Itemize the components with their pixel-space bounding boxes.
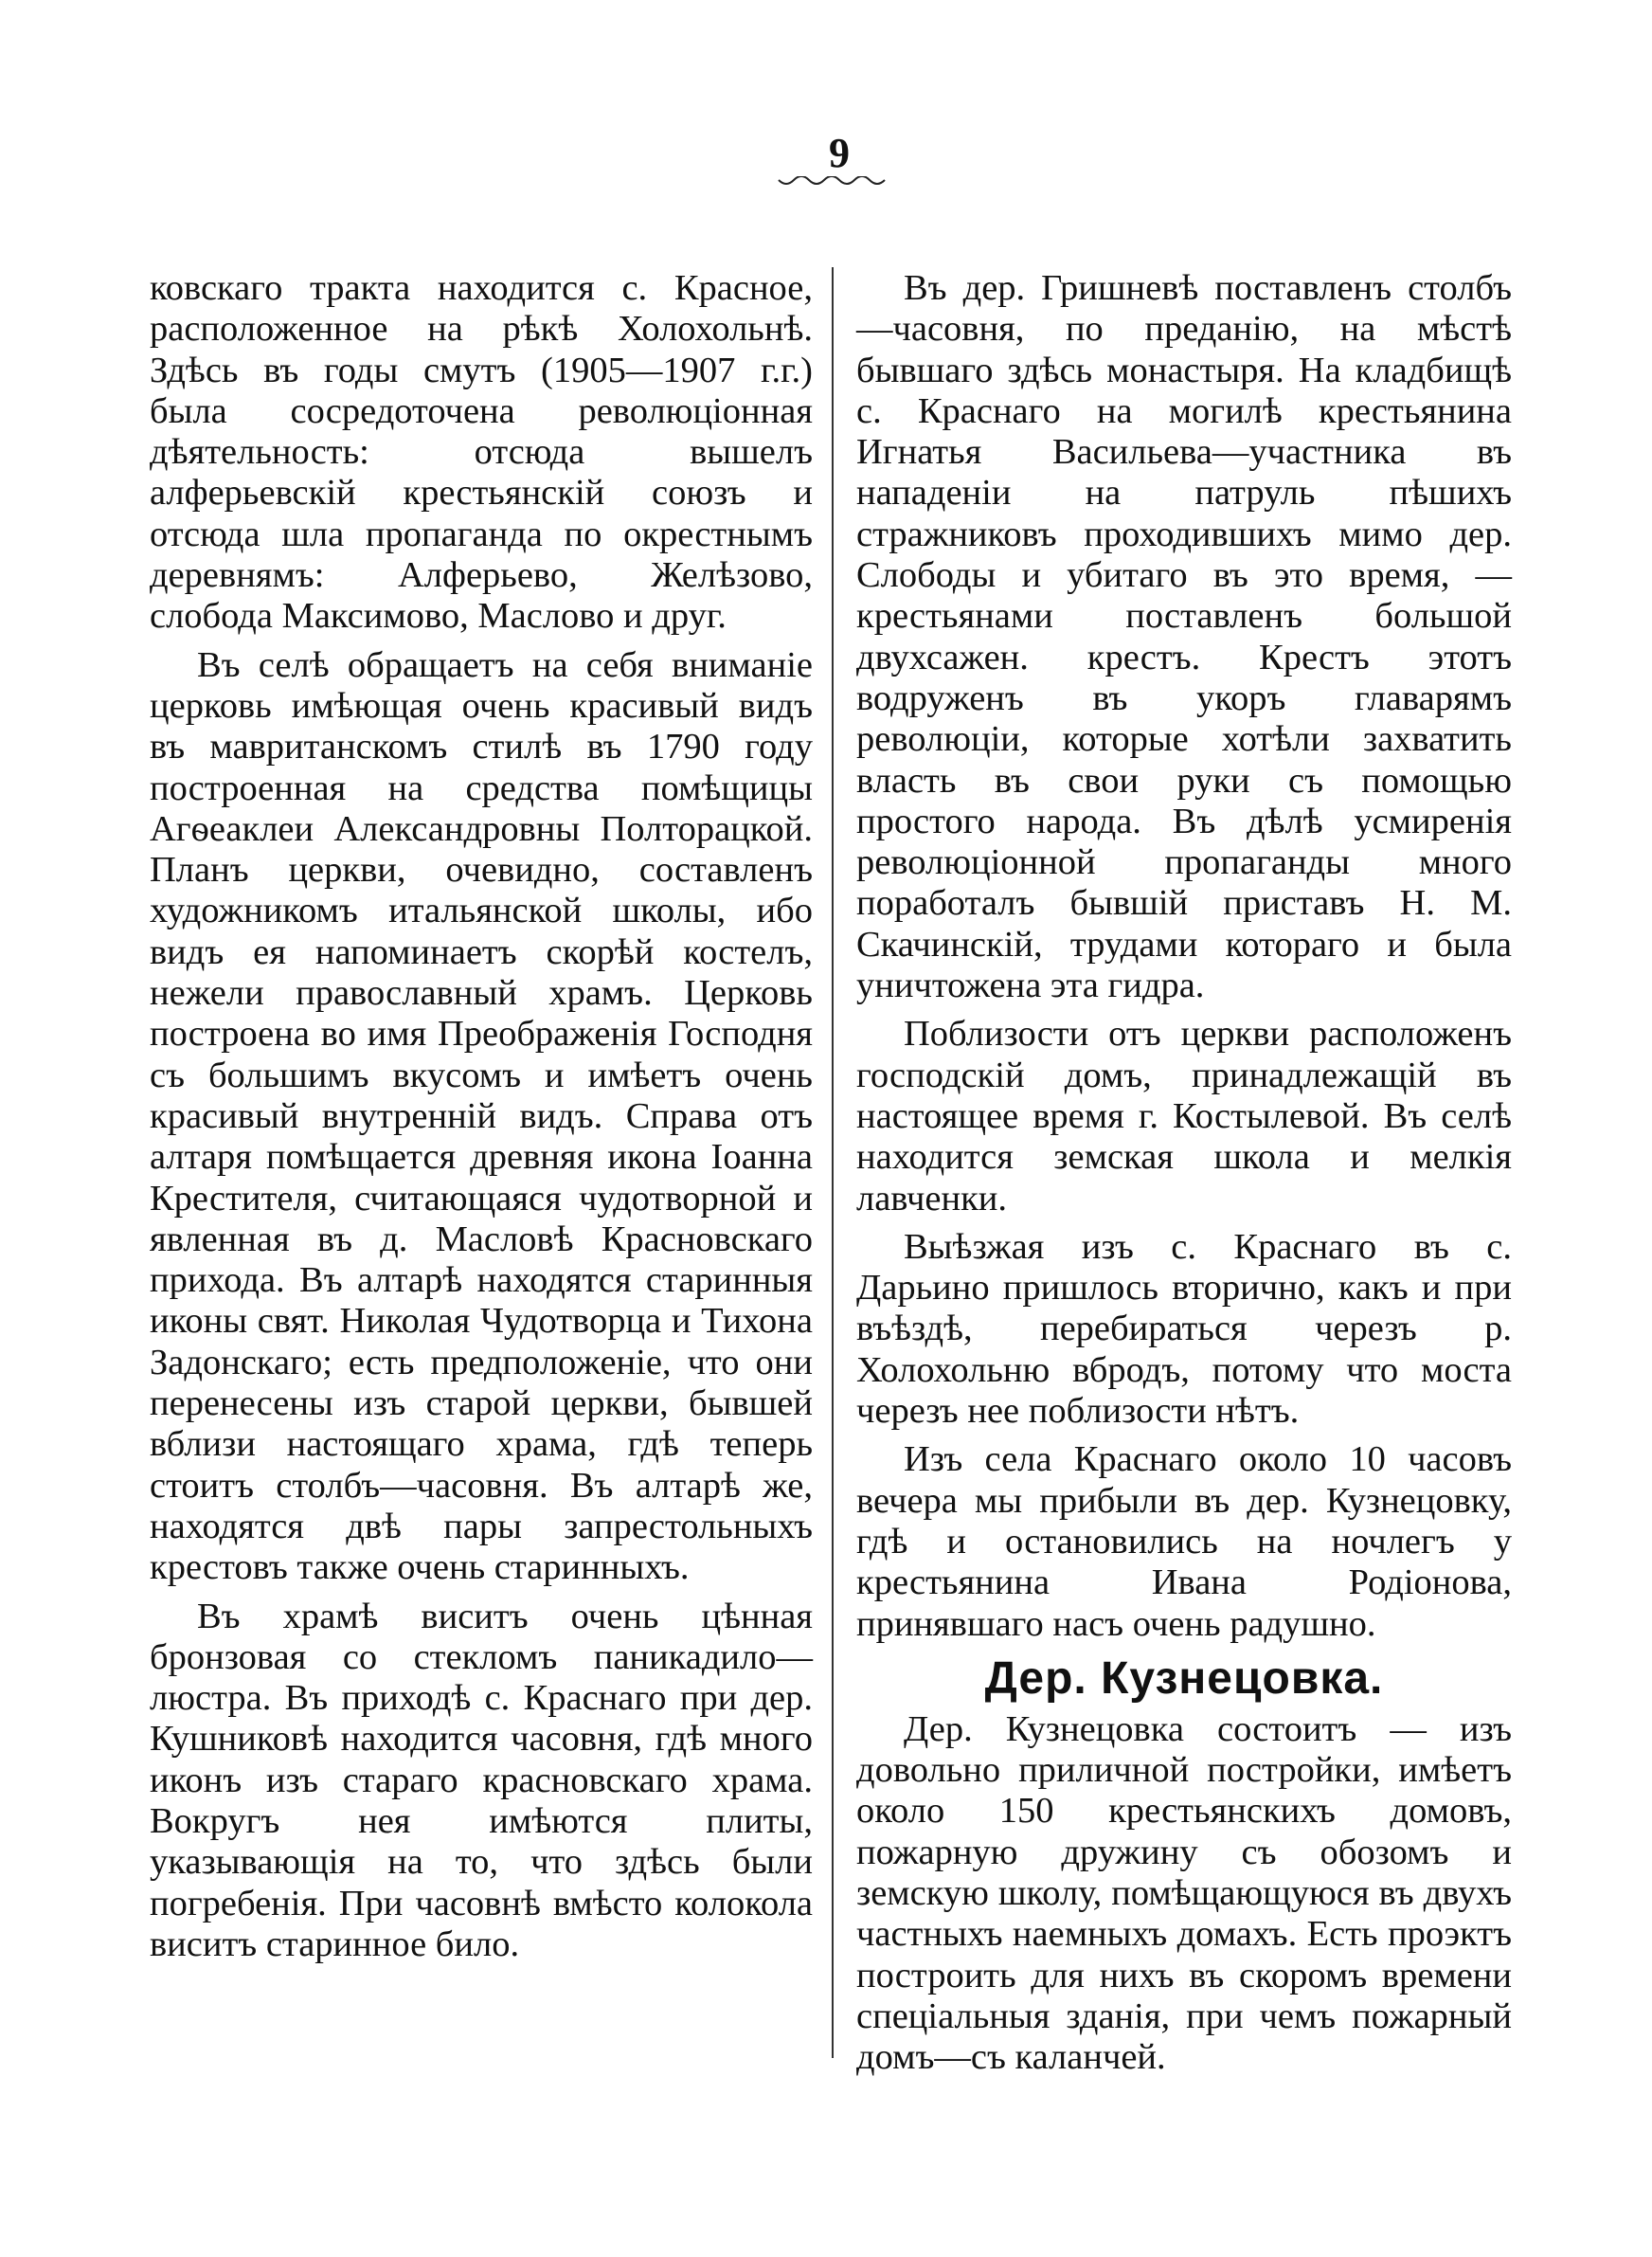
right-paragraph-3: Выѣзжая изъ с. Краснаго въ с. Дарьино пришлось вторично, какъ и при въѣздѣ, перебираться черезъ р. Холохольню вбродъ, потому что моста черезъ нее поблизости нѣтъ.	[856, 1226, 1512, 1432]
column-divider	[832, 267, 834, 2058]
section-paragraph: Дер. Кузнецовка состоитъ — изъ довольно приличной постройки, имѣетъ около 150 крестьянскихъ домовъ, пожарную дружину съ обозомъ и земскую школу, помѣщающуюся въ двухъ частныхъ наемныхъ домахъ. Есть проэктъ построить для нихъ въ скоромъ времени спеціальныя зданія, при чемъ пожарный домъ—съ каланчей.	[856, 1708, 1512, 2078]
right-paragraph-1: Въ дер. Гришневѣ поставленъ столбъ—часовня, по преданію, на мѣстѣ бывшаго здѣсь монастыря. На кладбищѣ с. Краснаго на могилѣ крестьянина Игнатья Васильева—участника въ нападеніи на патруль пѣшихъ стражниковъ проходившихъ мимо дер. Слободы и убитаго въ это время, — крестьянами поставленъ большой двухсажен. крестъ. Крестъ этотъ водруженъ въ укоръ главарямъ революціи, которые хотѣли захватить власть въ свои руки съ помощью простого народа. Въ дѣлѣ усмиренія революціонной пропаганды много поработалъ бывшій приставъ Н. М. Скачинскій, трудами котораго и была уничтожена эта гидра.	[856, 268, 1512, 1006]
section-heading: Дер. Кузнецовка.	[984, 1652, 1384, 1704]
right-paragraph-4: Изъ села Краснаго около 10 часовъ вечера мы прибыли въ дер. Кузнецовку, гдѣ и остановились на ночлегъ у крестьянина Ивана Родіонова, принявшаго насъ очень радушно.	[856, 1439, 1512, 1644]
left-paragraph-3: Въ храмѣ виситъ очень цѣнная бронзовая со стекломъ паникадило—люстра. Въ приходѣ с. Краснаго при дер. Кушниковѣ находится часовня, гдѣ много иконъ изъ стараго красновскаго храма. Вокругъ нея имѣются плиты, указывающія на то, что здѣсь были погребенія. При часовнѣ вмѣсто колокола виситъ старинное било.	[150, 1596, 813, 1964]
left-column	[150, 268, 813, 1973]
left-paragraph-2: Въ селѣ обращаетъ на себя вниманіе церковь имѣющая очень красивый видъ въ мавританскомъ стилѣ въ 1790 году построенная на средства помѣщицы Агѳеаклеи Александровны Полторацкой. Планъ церкви, очевидно, составленъ художникомъ итальянской школы, ибо видъ ея напоминаетъ скорѣй костелъ, нежели православный храмъ. Церковь построена во имя Преображенія Господня съ большимъ вкусомъ и имѣетъ очень красивый внутренній видъ. Справа отъ алтаря помѣщается древняя икона Іоанна Крестителя, считающаяся чудотворной и явленная въ д. Масловѣ Красновскаго прихода. Въ алтарѣ находятся старинныя иконы свят. Николая Чудотворца и Тихона Задонскаго; есть предположеніе, что они перенесены изъ старой церкви, бывшей вблизи настоящаго храма, гдѣ теперь стоитъ столбъ—часовня. Въ алтарѣ же, находятся двѣ пары запрестольныхъ крестовъ также очень старинныхъ.	[150, 644, 813, 1588]
wavy-ornament-icon	[777, 176, 890, 190]
right-paragraph-2: Поблизости отъ церкви расположенъ господскій домъ, принадлежащій въ настоящее время г. Костылевой. Въ селѣ находится земская школа и мелкія лавченки.	[856, 1014, 1512, 1219]
right-column	[856, 268, 1512, 2085]
left-paragraph-1: ковскаго тракта находится с. Красное, расположенное на рѣкѣ Холохольнѣ. Здѣсь въ годы смутъ (1905—1907 г.г.) была сосредоточена революціонная дѣятельность: отсюда вышелъ алферьевскій крестьянскій союзъ и отсюда шла пропаганда по окрестнымъ деревнямъ: Алферьево, Желѣзово, слобода Максимово, Маслово и друг.	[150, 268, 813, 637]
page-number: 9	[829, 130, 850, 176]
